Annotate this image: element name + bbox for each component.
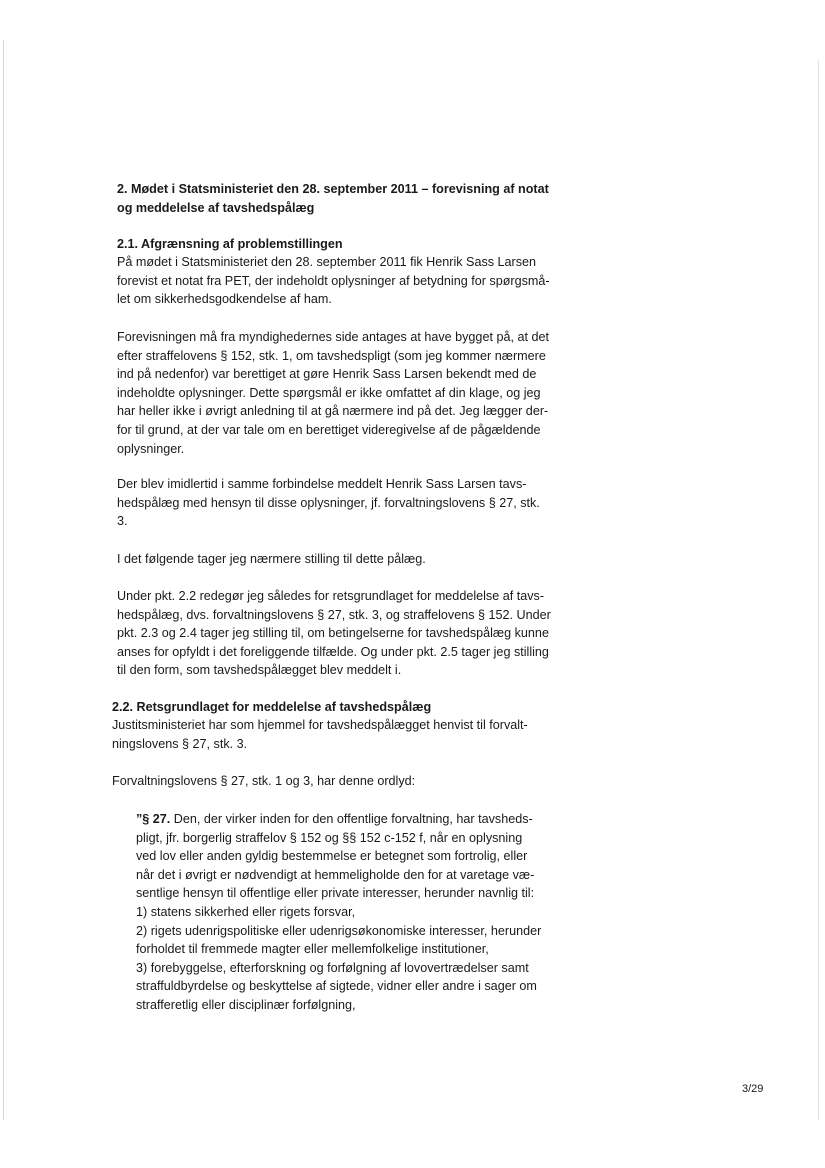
section-2-title: 2. Mødet i Statsministeriet den 28. september 2011 – forevisning af notat og meddelelse af tavshedspålæg [117,182,549,215]
section-2-1-paragraph-1: På mødet i Statsministeriet den 28. september 2011 fik Henrik Sass Larsen forevist et notat fra PET, der indeholdt oplysninger af betydning for spørgsmå- let om sikkerhedsgodkendelse af ham. [117,255,550,307]
section-2-2-heading: 2.2. Retsgrundlaget for meddelelse af tavshedspålæg [112,700,432,714]
scan-edge-left [3,40,4,1120]
scan-edge-right [818,60,819,1120]
section-2-2-paragraph-1: Justitsministeriet har som hjemmel for tavshedspålægget henvist til forvalt- ningslovens § 27, stk. 3. [112,718,528,751]
page-number: 3/29 [742,1083,764,1095]
section-2-1-paragraph-5: Under pkt. 2.2 redegør jeg således for retsgrundlaget for meddelelse af tavs- hedspålæg, dvs. forvaltningslovens § 27, stk. 3, og straffelovens § 152. Under pkt. 2.3 og 2.4 tager jeg stilling til, om betingelserne for tavshedspålæg kunne anses for opfyldt i det foreliggende tilfælde. Og under pkt. 2.5 tager jeg stilling til den form, som tavshedspålægget blev meddelt i. [117,589,551,678]
section-2-1-paragraph-3: Der blev imidlertid i samme forbindelse meddelt Henrik Sass Larsen tavs- hedspålæg med hensyn til disse oplysninger, jf. forvaltningslovens § 27, stk. 3. [117,477,540,529]
law-quote-body: Den, der virker inden for den offentlige forvaltning, har tavsheds- pligt, jfr. borgerlig straffelov § 152 og §§ 152 c-152 f, når en oplysning ved lov eller anden gyldig bestemmelse er betegnet som fortrolig, eller når det i øvrigt er nødvendigt at hemmeligholde den for at varetage væ- sentlige hensyn til offentlige eller private interesser, herunder navnlig til: 1) statens sikkerhed eller rigets forsvar, 2) rigets udenrigspolitiske eller udenrigsøkonomiske interesser, herunder forholdet til fremmede magter eller mellemfolkelige institutioner, 3) forebyggelse, efterforskning og forfølgning af lovovertrædelser samt straffuldbyrdelse og beskyttelse af sigtede, vidner eller andre i sager om strafferetlig eller disciplinær forfølgning, [136,812,542,1012]
section-2-2-paragraph-2: Forvaltningslovens § 27, stk. 1 og 3, har denne ordlyd: [112,774,416,788]
section-2-1-paragraph-4: I det følgende tager jeg nærmere stilling til dette pålæg. [117,552,426,566]
law-quote-lead: ”§ 27. [136,812,171,826]
law-quote [136,810,576,1015]
section-2-1-heading: 2.1. Afgrænsning af problemstillingen [117,237,343,251]
section-2-1-paragraph-2: Forevisningen må fra myndighedernes side antages at have bygget på, at det efter straffelovens § 152, stk. 1, om tavshedspligt (som jeg kommer nærmere ind på nedenfor) var berettiget at gøre Henrik Sass Larsen bekendt med de indeholdte oplysninger. Dette spørgsmål er ikke omfattet af din klage, og jeg har heller ikke i øvrigt anledning til at gå nærmere ind på det. Jeg lægger der- for til grund, at der var tale om en berettiget videregivelse af de pågældende oplysninger. [117,330,549,456]
